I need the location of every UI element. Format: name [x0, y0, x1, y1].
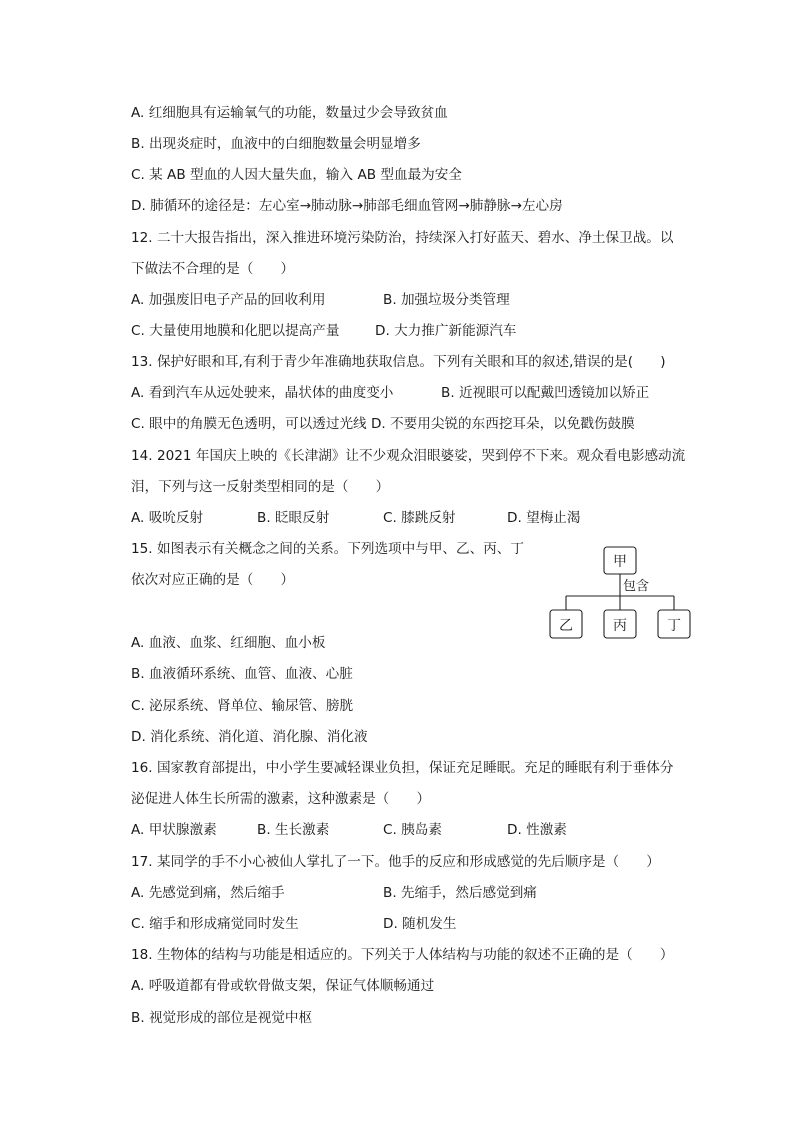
q16-option-b: B. 生长激素: [257, 822, 330, 838]
diagram-label-child-1: 乙: [559, 618, 573, 634]
q14-stem-line1: 14. 2021 年国庆上映的《长津湖》让不少观众泪眼婆娑，哭到停不下来。观众看电影感动流: [131, 448, 686, 464]
q17-option-d: D. 随机发生: [383, 916, 457, 932]
diagram-label-child-2: 丙: [613, 618, 627, 634]
diagram-relation-label: 包含: [623, 579, 650, 594]
q14-option-d: D. 望梅止渴: [507, 510, 581, 526]
q16-option-a: A. 甲状腺激素: [131, 822, 217, 838]
q17-stem: 17. 某同学的手不小心被仙人掌扎了一下。他手的反应和形成感觉的先后顺序是（ ）: [131, 854, 660, 870]
q12-option-d: D. 大力推广新能源汽车: [375, 323, 517, 339]
q12-option-a: A. 加强废旧电子产品的回收利用: [131, 292, 326, 308]
q16-option-c: C. 胰岛素: [383, 822, 442, 838]
q15-option-a: A. 血液、血浆、红细胞、血小板: [131, 635, 326, 651]
q13-option-a: A. 看到汽车从远处驶来，晶状体的曲度变小: [131, 385, 394, 401]
q11-option-a: A. 红细胞具有运输氧气的功能，数量过少会导致贫血: [131, 105, 448, 121]
concept-diagram: [545, 546, 695, 642]
q12-option-b: B. 加强垃圾分类管理: [383, 292, 510, 308]
q13-option-b: B. 近视眼可以配戴凹透镜加以矫正: [441, 385, 650, 401]
q15-option-c: C. 泌尿系统、肾单位、输尿管、膀胱: [131, 698, 354, 714]
q11-option-c: C. 某 AB 型血的人因大量失血，输入 AB 型血最为安全: [131, 167, 462, 183]
q15-stem-line1: 15. 如图表示有关概念之间的关系。下列选项中与甲、乙、丙、丁: [131, 541, 524, 557]
q18-option-b: B. 视觉形成的部位是视觉中枢: [131, 1010, 313, 1026]
q14-option-c: C. 膝跳反射: [383, 510, 456, 526]
q15-stem-line2: 依次对应正确的是（ ）: [131, 572, 295, 588]
q15-option-b: B. 血液循环系统、血管、血液、心脏: [131, 666, 353, 682]
q18-option-a: A. 呼吸道都有骨或软骨做支架，保证气体顺畅通过: [131, 978, 435, 994]
q13-options-row2: C. 眼中的角膜无色透明，可以透过光线 D. 不要用尖锐的东西挖耳朵，以免戳伤鼓膜: [131, 416, 635, 432]
q17-option-c: C. 缩手和形成痛觉同时发生: [131, 916, 299, 932]
q17-option-b: B. 先缩手，然后感觉到痛: [383, 885, 537, 901]
q12-stem-line1: 12. 二十大报告指出，深入推进环境污染防治，持续深入打好蓝天、碧水、净土保卫战。以: [131, 230, 674, 246]
diagram-label-child-3: 丁: [667, 618, 681, 634]
q16-option-d: D. 性激素: [507, 822, 567, 838]
q14-stem-line2: 泪，下列与这一反射类型相同的是（ ）: [131, 479, 390, 495]
q16-stem-line1: 16. 国家教育部提出，中小学生要减轻课业负担，保证充足睡眠。充足的睡眠有利于垂体分: [131, 760, 674, 776]
q17-option-a: A. 先感觉到痛，然后缩手: [131, 885, 285, 901]
q13-stem: 13. 保护好眼和耳,有利于青少年准确地获取信息。下列有关眼和耳的叙述,错误的是( ): [131, 354, 666, 370]
q16-stem-line2: 泌促进人体生长所需的激素，这种激素是（ ）: [131, 791, 431, 807]
q12-stem-line2: 下做法不合理的是（ ）: [131, 261, 295, 277]
q14-option-a: A. 吸吮反射: [131, 510, 204, 526]
q14-option-b: B. 眨眼反射: [257, 510, 330, 526]
diagram-label-top: 甲: [613, 554, 627, 570]
q12-option-c: C. 大量使用地膜和化肥以提高产量: [131, 323, 340, 339]
q15-option-d: D. 消化系统、消化道、消化腺、消化液: [131, 729, 368, 745]
q11-option-b: B. 出现炎症时，血液中的白细胞数量会明显增多: [131, 136, 421, 152]
q11-option-d: D. 肺循环的途径是：左心室→肺动脉→肺部毛细血管网→肺静脉→左心房: [131, 198, 563, 214]
q18-stem: 18. 生物体的结构与功能是相适应的。下列关于人体结构与功能的叙述不正确的是（ ）: [131, 947, 674, 963]
